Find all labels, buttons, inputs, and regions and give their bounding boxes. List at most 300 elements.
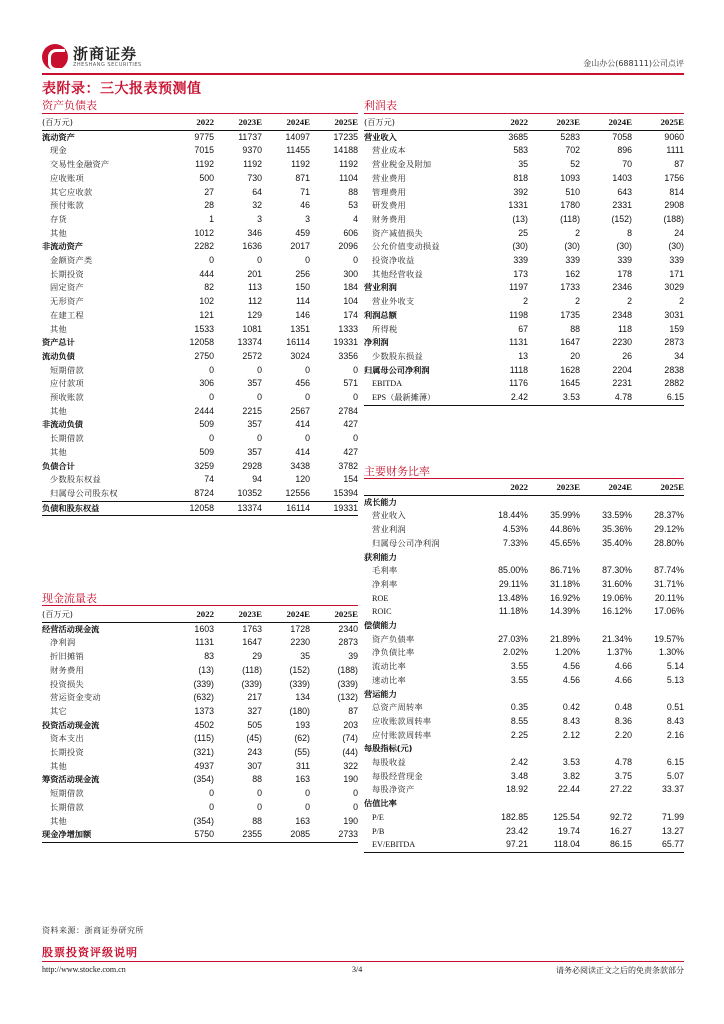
row-label: 每股指标(元) bbox=[364, 743, 413, 754]
cell-value: 2873 bbox=[664, 337, 684, 348]
cell-value: 357 bbox=[247, 378, 262, 389]
cell-value: 4502 bbox=[194, 719, 214, 730]
cell-value: 5.07 bbox=[666, 770, 684, 781]
table-row bbox=[42, 622, 358, 636]
row-label: EBITDA bbox=[372, 379, 403, 389]
cell-value: 1.20% bbox=[555, 647, 580, 658]
table-row bbox=[364, 199, 684, 213]
cell-value: 146 bbox=[295, 309, 310, 320]
row-label: 获利能力 bbox=[364, 551, 397, 562]
cell-value: 32 bbox=[252, 200, 262, 211]
table-row bbox=[42, 172, 358, 186]
table-row bbox=[42, 446, 358, 460]
income-title: 利润表 bbox=[364, 99, 397, 112]
cell-value: 2.42 bbox=[510, 757, 528, 768]
row-label: 预收账款 bbox=[50, 392, 84, 403]
cell-value: 818 bbox=[513, 172, 528, 183]
cell-value: 33.37 bbox=[661, 784, 684, 795]
cell-value: 9060 bbox=[664, 131, 684, 142]
table-row bbox=[42, 295, 358, 309]
row-label: 筹资活动现金流 bbox=[42, 774, 100, 785]
cell-value: (30) bbox=[564, 241, 580, 252]
row-label: 流动负债 bbox=[42, 350, 75, 361]
cell-value: 1131 bbox=[195, 637, 214, 648]
cell-value: 2340 bbox=[338, 623, 358, 634]
cell-value: (118) bbox=[242, 664, 262, 675]
cell-value: 2017 bbox=[290, 241, 310, 252]
row-label: 净利润 bbox=[50, 637, 76, 648]
cell-value: 190 bbox=[343, 774, 358, 785]
table-row bbox=[42, 773, 358, 787]
table-row bbox=[364, 783, 684, 797]
cell-value: 2784 bbox=[338, 405, 358, 416]
row-label: 营业收入 bbox=[372, 510, 406, 521]
cell-value: 3685 bbox=[508, 131, 528, 142]
cell-value: 1728 bbox=[290, 623, 310, 634]
table-row bbox=[364, 495, 684, 509]
row-label: 营业收入 bbox=[364, 131, 397, 142]
cell-value: 606 bbox=[343, 227, 358, 238]
cell-value: 0 bbox=[305, 788, 310, 799]
cell-value: 0 bbox=[305, 364, 310, 375]
table-row bbox=[42, 678, 358, 692]
row-label: 公允价值变动损益 bbox=[372, 241, 440, 252]
table-row bbox=[364, 172, 684, 186]
cell-value: 18.92 bbox=[505, 784, 528, 795]
cell-value bbox=[632, 551, 684, 565]
cell-value: 427 bbox=[343, 419, 358, 430]
row-label: 每股净资产 bbox=[372, 784, 415, 795]
cell-value: (321) bbox=[193, 747, 214, 758]
year-header: 2025E bbox=[310, 608, 358, 622]
cell-value: 392 bbox=[513, 186, 528, 197]
row-label: 长期借款 bbox=[50, 801, 84, 812]
page-title: 表附录：三大报表预测值 bbox=[42, 81, 202, 97]
cell-value: 35.40% bbox=[602, 537, 632, 548]
cell-value: 1081 bbox=[242, 323, 262, 334]
cell-value: 3.53 bbox=[528, 391, 580, 405]
cell-value: 24 bbox=[674, 227, 684, 238]
cell-value: 444 bbox=[199, 268, 214, 279]
cell-value: 1756 bbox=[664, 172, 684, 183]
table-row bbox=[42, 760, 358, 774]
cell-value: 45.65% bbox=[550, 537, 580, 548]
ratios-header-row bbox=[364, 481, 684, 495]
cell-value: 256 bbox=[295, 268, 310, 279]
cell-value: 44.86% bbox=[550, 524, 580, 535]
row-label: 财务费用 bbox=[372, 213, 406, 224]
cell-value: 67 bbox=[518, 323, 528, 334]
cell-value: 8.36 bbox=[614, 715, 632, 726]
cell-value: 3.53 bbox=[562, 757, 580, 768]
cell-value: 97.21 bbox=[476, 838, 528, 852]
table-row bbox=[42, 268, 358, 282]
cell-value: 1.30% bbox=[659, 647, 684, 658]
cell-value bbox=[580, 495, 632, 509]
cell-value: 4.56 bbox=[562, 674, 580, 685]
row-label: 研发费用 bbox=[372, 200, 406, 211]
row-label: 估值比率 bbox=[364, 798, 397, 809]
cell-value: 243 bbox=[247, 747, 262, 758]
cell-value: 414 bbox=[295, 446, 310, 457]
cell-value: (30) bbox=[668, 241, 684, 252]
table-row bbox=[364, 186, 684, 200]
table-row bbox=[364, 715, 684, 729]
cell-value: 14188 bbox=[333, 145, 358, 156]
cell-value: 5.13 bbox=[666, 674, 684, 685]
cell-value: 35 bbox=[518, 159, 528, 170]
cell-value: 2838 bbox=[664, 364, 684, 375]
cell-value: 13.48% bbox=[498, 592, 528, 603]
cell-value: 0 bbox=[257, 801, 262, 812]
cell-value: 112 bbox=[247, 296, 262, 307]
cell-value: (13) bbox=[198, 664, 214, 675]
cell-value: 92.72 bbox=[609, 811, 632, 822]
cell-value: 3 bbox=[305, 213, 310, 224]
row-label: 营业利润 bbox=[372, 524, 406, 535]
cell-value: 327 bbox=[247, 705, 262, 716]
cell-value: 357 bbox=[247, 446, 262, 457]
cell-value: 0 bbox=[353, 788, 358, 799]
row-label: 营业利润 bbox=[364, 282, 397, 293]
cell-value: 1628 bbox=[560, 364, 580, 375]
table-row bbox=[42, 364, 358, 378]
cell-value: 1733 bbox=[560, 282, 580, 293]
cell-value bbox=[580, 551, 632, 565]
row-label: 长期投资 bbox=[50, 268, 84, 279]
cell-value: (118) bbox=[560, 213, 580, 224]
cell-value: 456 bbox=[295, 378, 310, 389]
cell-value: 159 bbox=[669, 323, 684, 334]
table-row bbox=[364, 660, 684, 674]
cell-value: 3782 bbox=[338, 460, 358, 471]
cell-value: 2346 bbox=[612, 282, 632, 293]
cell-value: 1373 bbox=[194, 705, 214, 716]
cell-value: 896 bbox=[617, 145, 632, 156]
cell-value: 1111 bbox=[666, 145, 684, 156]
cell-value: 162 bbox=[565, 268, 580, 279]
cell-value: 1197 bbox=[509, 282, 528, 293]
cell-value: 2 bbox=[575, 227, 580, 238]
cell-value: 16114 bbox=[262, 501, 310, 516]
cell-value: 2873 bbox=[338, 637, 358, 648]
cell-value: 14.39% bbox=[550, 606, 580, 617]
cell-value: 2230 bbox=[612, 337, 632, 348]
cell-value: 118 bbox=[617, 323, 632, 334]
table-row bbox=[42, 691, 358, 705]
table-row bbox=[42, 158, 358, 172]
cell-value: 1192 bbox=[291, 159, 310, 170]
cell-value: 18.44% bbox=[498, 510, 528, 521]
cell-value: 88 bbox=[570, 323, 580, 334]
cell-value: 190 bbox=[343, 815, 358, 826]
row-label: P/E bbox=[372, 812, 384, 822]
cell-value: (74) bbox=[342, 733, 358, 744]
cell-value: 29.12% bbox=[654, 524, 684, 535]
table-row bbox=[364, 240, 684, 254]
table-row bbox=[364, 729, 684, 743]
cell-value bbox=[632, 742, 684, 756]
cell-value: 2355 bbox=[214, 828, 262, 842]
cell-value: 2.25 bbox=[510, 729, 528, 740]
cell-value: 85.00% bbox=[498, 565, 528, 576]
table-row bbox=[42, 336, 358, 350]
cell-value: 3259 bbox=[194, 460, 214, 471]
table-row bbox=[364, 564, 684, 578]
cell-value: 2572 bbox=[242, 350, 262, 361]
cell-value: (13) bbox=[512, 213, 528, 224]
row-label: 其他 bbox=[50, 323, 67, 334]
row-label: 归属母公司净利润 bbox=[372, 537, 440, 548]
table-row bbox=[42, 130, 358, 144]
cell-value: 19331 bbox=[333, 337, 358, 348]
cell-value: 88 bbox=[252, 815, 262, 826]
cell-value: 134 bbox=[295, 692, 310, 703]
balance-sheet-table bbox=[42, 116, 358, 516]
row-label: 流动资产 bbox=[42, 131, 75, 142]
year-header: 2024E bbox=[262, 608, 310, 622]
year-header: 2024E bbox=[580, 116, 632, 130]
cell-value: 35.36% bbox=[602, 524, 632, 535]
cell-value: 3024 bbox=[290, 350, 310, 361]
cell-value: 2282 bbox=[194, 241, 214, 252]
cell-value: 39 bbox=[348, 651, 358, 662]
cell-value: (632) bbox=[193, 692, 214, 703]
cell-value: 4.56 bbox=[562, 661, 580, 672]
table-row bbox=[42, 815, 358, 829]
cell-value: 3 bbox=[257, 213, 262, 224]
table-row bbox=[42, 240, 358, 254]
table-row bbox=[42, 487, 358, 501]
row-label: 归属母公司净利润 bbox=[364, 364, 430, 375]
cell-value: 509 bbox=[199, 446, 214, 457]
cell-value: 217 bbox=[247, 692, 262, 703]
cell-value: 2 bbox=[575, 296, 580, 307]
table-row bbox=[364, 578, 684, 592]
cell-value: 88 bbox=[252, 774, 262, 785]
row-label: 无形资产 bbox=[50, 296, 84, 307]
cell-value: 3.48 bbox=[510, 770, 528, 781]
source-note: 资料来源：浙商证券研究所 bbox=[42, 926, 144, 935]
cell-value: 22.44 bbox=[557, 784, 580, 795]
cell-value: (115) bbox=[194, 733, 214, 744]
table-row bbox=[42, 199, 358, 213]
table-row bbox=[364, 592, 684, 606]
cell-value: 27.03% bbox=[498, 633, 528, 644]
row-label: 负债和股东权益 bbox=[42, 501, 166, 516]
unit-label: (百万元) bbox=[42, 116, 166, 130]
cell-value: 74 bbox=[204, 474, 214, 485]
cell-value: 193 bbox=[295, 719, 310, 730]
cell-value: 13374 bbox=[237, 337, 262, 348]
cell-value: 9370 bbox=[242, 145, 262, 156]
cell-value: 21.89% bbox=[550, 633, 580, 644]
cell-value: 28.37% bbox=[654, 510, 684, 521]
cell-value: 2204 bbox=[612, 364, 632, 375]
cell-value: 0 bbox=[209, 788, 214, 799]
cell-value: 19.06% bbox=[602, 592, 632, 603]
cell-value: 70 bbox=[622, 159, 632, 170]
cell-value: 13374 bbox=[214, 501, 262, 516]
cell-value: 182.85 bbox=[501, 811, 528, 822]
cell-value: 0.51 bbox=[666, 702, 684, 713]
year-header: 2022 bbox=[476, 116, 528, 130]
cell-value: 0 bbox=[257, 392, 262, 403]
cell-value: 0 bbox=[257, 788, 262, 799]
cell-value: 12058 bbox=[166, 501, 214, 516]
cell-value: 4.66 bbox=[614, 661, 632, 672]
cell-value: 17.06% bbox=[654, 606, 684, 617]
cell-value: 29 bbox=[252, 651, 262, 662]
table-row bbox=[42, 213, 358, 227]
cell-value: 1403 bbox=[612, 172, 632, 183]
table-row bbox=[364, 633, 684, 647]
row-label: 存货 bbox=[50, 213, 67, 224]
cell-value: 23.42 bbox=[505, 825, 528, 836]
cell-value: 500 bbox=[199, 172, 214, 183]
cell-value: 11737 bbox=[238, 131, 262, 142]
cell-value: (30) bbox=[512, 241, 528, 252]
cell-value: 17235 bbox=[333, 131, 358, 142]
row-label: 应付账款周转率 bbox=[372, 729, 432, 740]
cell-value: 65.77 bbox=[632, 838, 684, 852]
cell-value: 583 bbox=[513, 145, 528, 156]
row-label: 现金 bbox=[50, 145, 67, 156]
table-row bbox=[364, 825, 684, 839]
row-label: 每股收益 bbox=[372, 757, 406, 768]
table-row bbox=[42, 186, 358, 200]
year-header: 2022 bbox=[166, 116, 214, 130]
cell-value: 19331 bbox=[310, 501, 358, 516]
year-header: 2025E bbox=[310, 116, 358, 130]
cell-value: 71.99 bbox=[661, 811, 684, 822]
balance-sheet-divider bbox=[42, 113, 358, 114]
cell-value: 2750 bbox=[194, 350, 214, 361]
cell-value: 203 bbox=[343, 719, 358, 730]
cell-value bbox=[580, 797, 632, 811]
cell-value: 2.12 bbox=[562, 729, 580, 740]
cell-value: (44) bbox=[342, 747, 358, 758]
cell-value: 201 bbox=[247, 268, 262, 279]
cell-value: 0 bbox=[257, 364, 262, 375]
row-label: 投资活动现金流 bbox=[42, 719, 100, 730]
cell-value: 2.42 bbox=[476, 391, 528, 405]
cell-value: (188) bbox=[337, 664, 358, 675]
row-label: 财务费用 bbox=[50, 664, 84, 675]
table-row bbox=[364, 797, 684, 811]
cell-value: 20.11% bbox=[654, 592, 684, 603]
cell-value bbox=[528, 797, 580, 811]
income-table bbox=[364, 116, 684, 406]
cell-value: 643 bbox=[617, 186, 632, 197]
table-row bbox=[364, 770, 684, 784]
row-label: 其它应收款 bbox=[50, 186, 93, 197]
table-row bbox=[364, 523, 684, 537]
row-label: 资产负债率 bbox=[372, 633, 415, 644]
cell-value: 2230 bbox=[290, 637, 310, 648]
cell-value: (354) bbox=[193, 774, 214, 785]
row-label: 流动比率 bbox=[372, 661, 406, 672]
cell-value: 0 bbox=[353, 255, 358, 266]
cell-value: 0.42 bbox=[562, 702, 580, 713]
year-header: 2023E bbox=[214, 608, 262, 622]
cell-value: 87 bbox=[348, 705, 358, 716]
cell-value: 4 bbox=[353, 213, 358, 224]
table-row bbox=[364, 701, 684, 715]
row-label: 短期借款 bbox=[50, 364, 84, 375]
cell-value: 173 bbox=[513, 268, 528, 279]
cell-value: 4.53% bbox=[503, 524, 528, 535]
row-label: 应收账项 bbox=[50, 172, 84, 183]
cell-value: 0 bbox=[209, 801, 214, 812]
row-label: 其它 bbox=[50, 705, 67, 716]
table-row bbox=[364, 268, 684, 282]
row-label: 其他经营收益 bbox=[372, 268, 423, 279]
cell-value: 14097 bbox=[285, 131, 310, 142]
cell-value: 311 bbox=[295, 760, 310, 771]
row-label: 非流动负债 bbox=[42, 419, 83, 430]
cell-value: 12058 bbox=[189, 337, 214, 348]
cell-value: 1645 bbox=[560, 378, 580, 389]
year-header: 2024E bbox=[580, 481, 632, 495]
row-label: 负债合计 bbox=[42, 460, 75, 471]
cell-value: 730 bbox=[247, 172, 262, 183]
cell-value bbox=[476, 619, 528, 633]
cell-value: 0 bbox=[209, 255, 214, 266]
cell-value: 25 bbox=[518, 227, 528, 238]
balance-sheet-title: 资产负债表 bbox=[42, 99, 97, 112]
report-tag: 金山办公(688111)公司点评 bbox=[583, 59, 684, 68]
cell-value: 16.92% bbox=[550, 592, 580, 603]
cell-value: 163 bbox=[295, 815, 310, 826]
cell-value bbox=[528, 742, 580, 756]
row-label: 应收账款周转率 bbox=[372, 715, 432, 726]
table-row bbox=[364, 377, 684, 391]
row-label: 资产减值损失 bbox=[372, 227, 423, 238]
cell-value: 13.27 bbox=[661, 825, 684, 836]
row-label: 资产总计 bbox=[42, 337, 75, 348]
cell-value: 814 bbox=[669, 186, 684, 197]
cell-value bbox=[476, 495, 528, 509]
cell-value: 4.78 bbox=[614, 757, 632, 768]
cell-value: 83 bbox=[204, 651, 214, 662]
year-header: 2023E bbox=[528, 481, 580, 495]
cell-value: 11455 bbox=[286, 145, 310, 156]
cell-value: 1333 bbox=[338, 323, 358, 334]
cell-value: 104 bbox=[343, 296, 358, 307]
cell-value: 154 bbox=[343, 474, 358, 485]
year-header: 2022 bbox=[476, 481, 528, 495]
cell-value: 0 bbox=[305, 392, 310, 403]
cell-value: 1647 bbox=[560, 337, 580, 348]
table-row bbox=[42, 281, 358, 295]
cell-value: 1603 bbox=[194, 623, 214, 634]
cell-value: 2331 bbox=[612, 200, 632, 211]
cell-value: 64 bbox=[252, 186, 262, 197]
cell-value bbox=[632, 688, 684, 702]
table-row bbox=[364, 350, 684, 364]
table-row bbox=[42, 309, 358, 323]
company-logo bbox=[42, 42, 142, 72]
cell-value: 339 bbox=[565, 255, 580, 266]
table-row bbox=[364, 336, 684, 350]
page-number: 3/4 bbox=[352, 965, 363, 974]
cell-value: 1104 bbox=[339, 172, 358, 183]
website-link[interactable]: http://www.stocke.com.cn bbox=[42, 965, 126, 974]
row-label: 净利润 bbox=[364, 337, 389, 348]
cell-value: 71 bbox=[300, 186, 310, 197]
cell-value: 15394 bbox=[333, 487, 358, 498]
